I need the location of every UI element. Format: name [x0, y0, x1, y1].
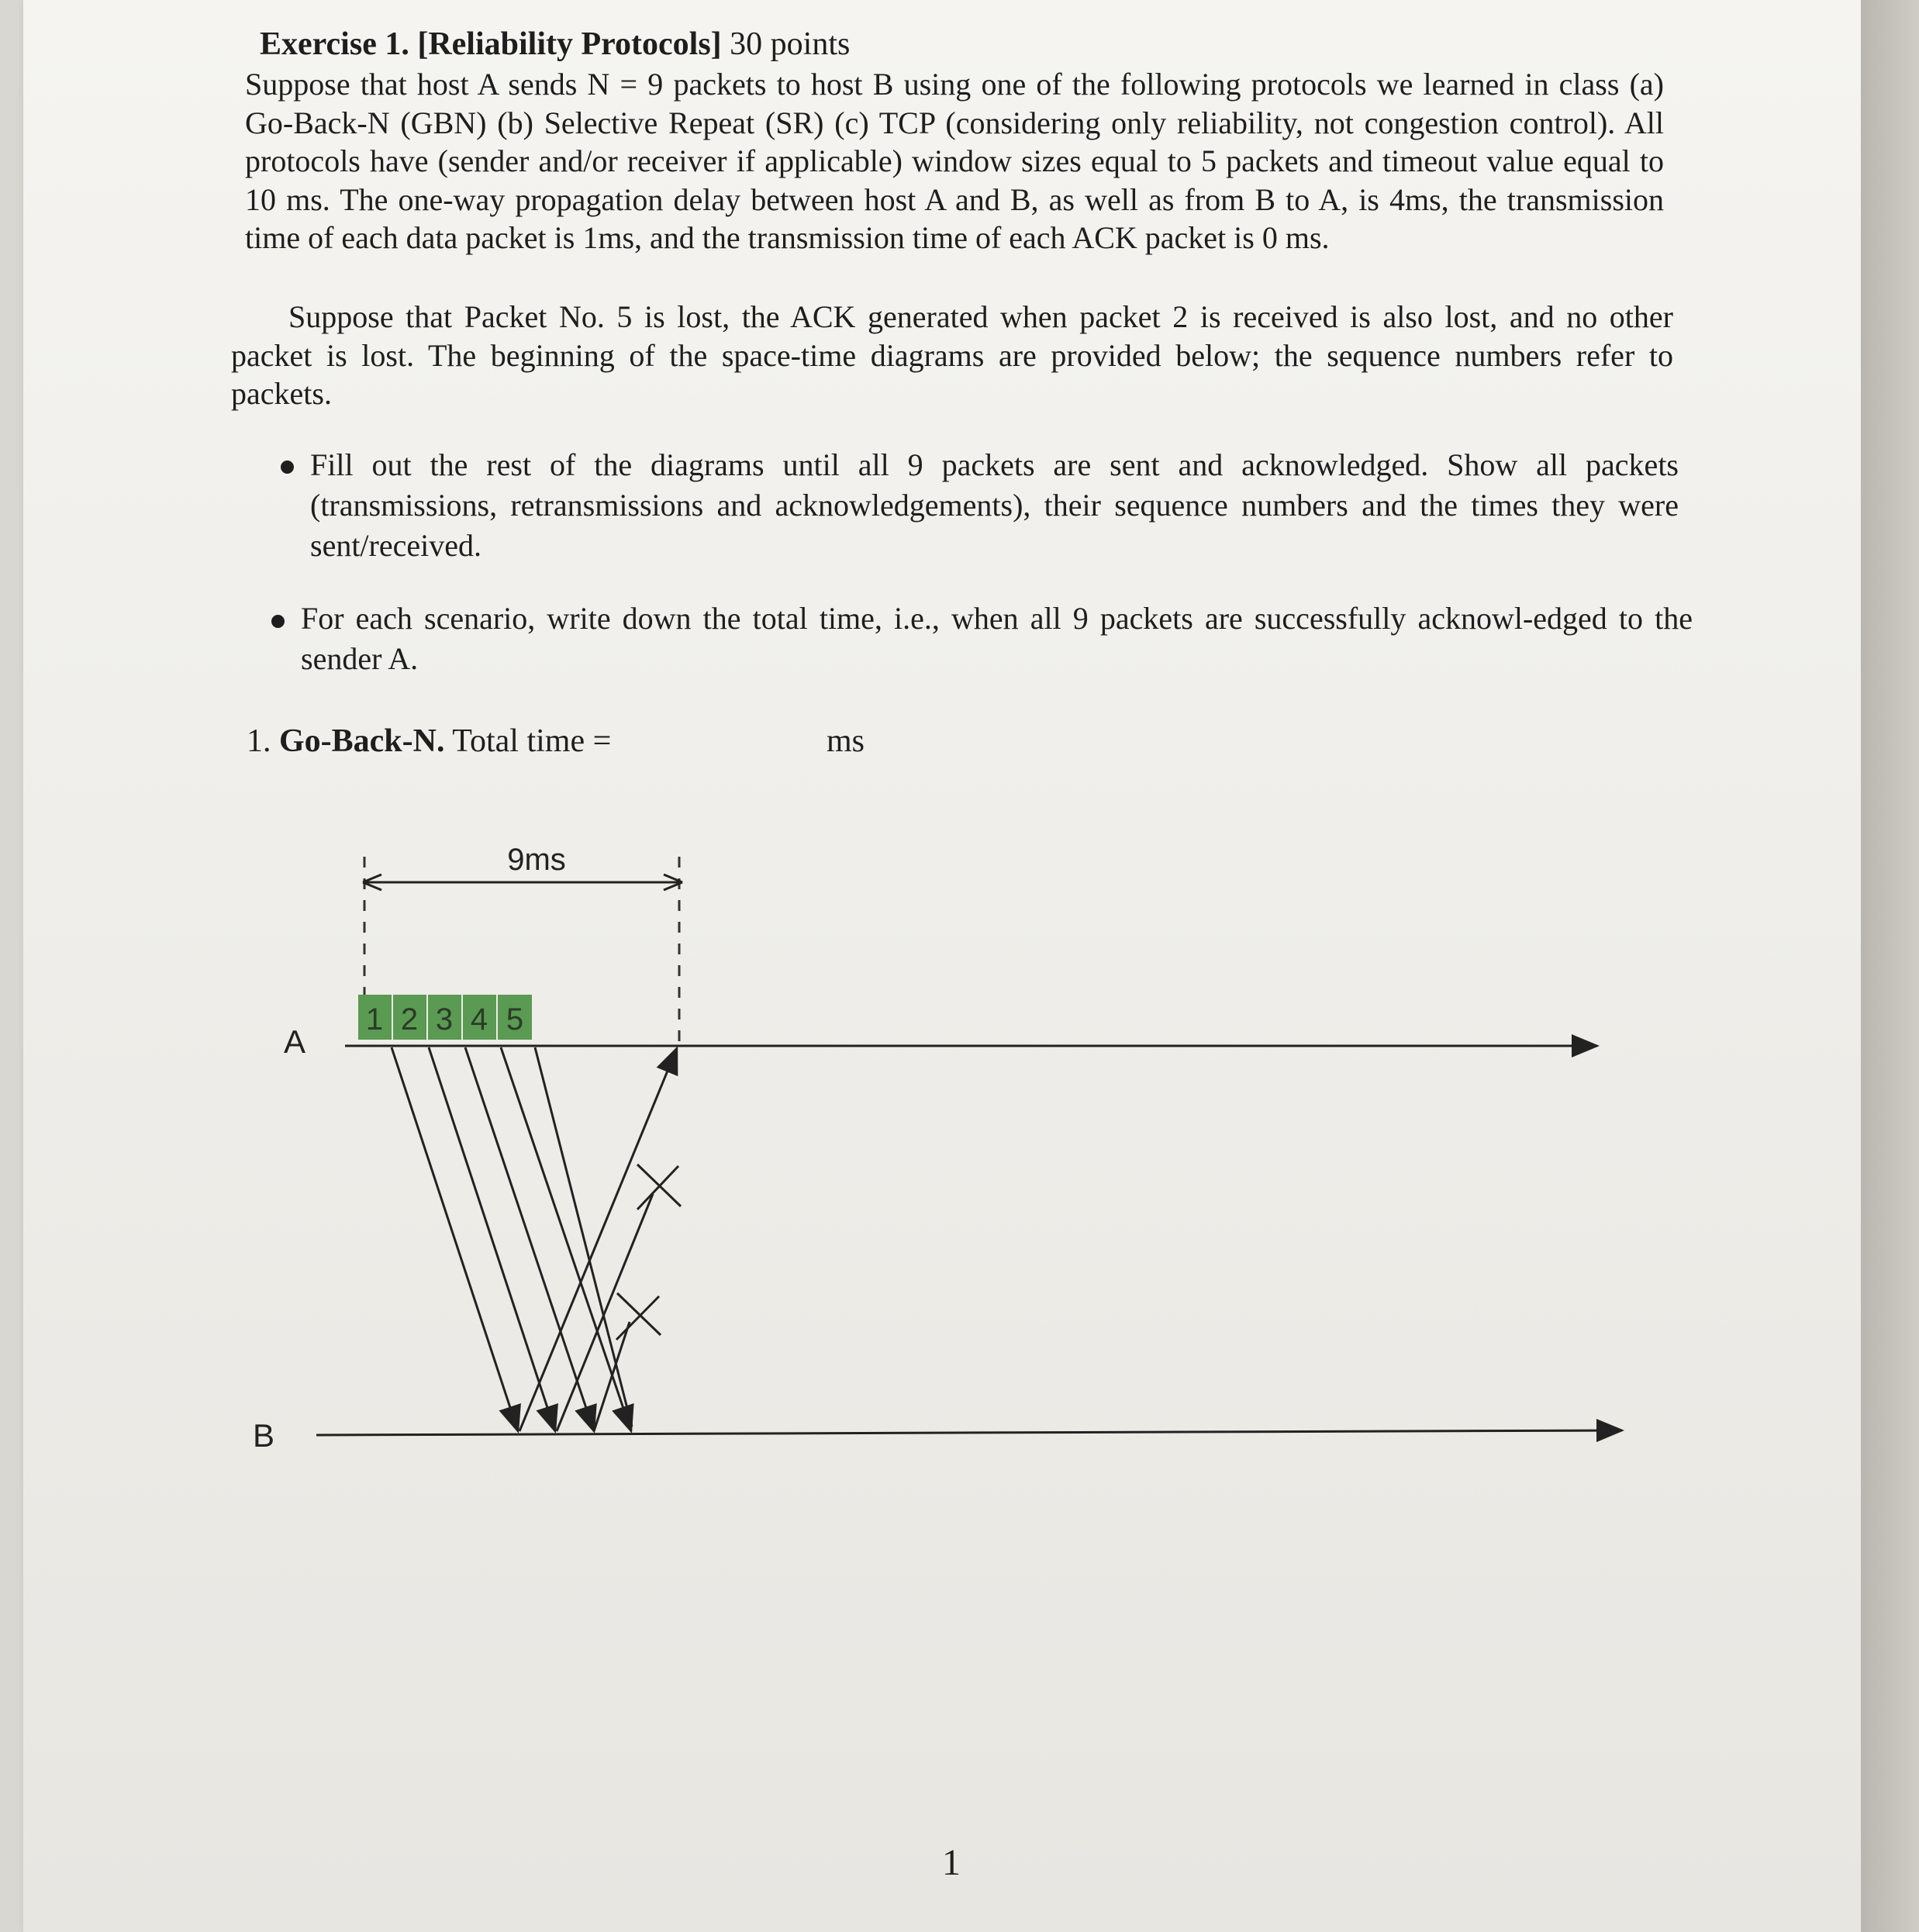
- instruction-bullet-fill-diagram: Fill out the rest of the diagrams until all 9 packets are sent and acknowledged. Show all packets (transmissions, retransmissions and acknowledgements), their sequence numbers and the times they were sent/received.: [310, 447, 1679, 563]
- loss-x-icon: [637, 1164, 681, 1209]
- data-packet-2-line: [429, 1047, 555, 1431]
- loss-scenario: Suppose that Packet No. 5 is lost, the ACK generated when packet 2 is received is also lost, and no other packet is lost. The beginning of the space-time diagrams are provided below; the sequence numbers refer to packets.: [231, 299, 1673, 411]
- packet-label: 3: [435, 1002, 454, 1037]
- host-a-label: A: [283, 1023, 306, 1060]
- problem-description: Suppose that host A sends N = 9 packets to host B using one of the following protocols we learned in class (a) Go-Back-N (GBN) (b) Selective Repeat (SR) (c) TCP (considering only reliability, not congestion control). All protocols have (sender and/or receiver if applicable) window sizes equal to 5 packets and timeout value equal to 10 ms. The one-way propagation delay between host A and B, as well as from B to A, is 4ms, the transmission time of each data packet is 1ms, and the transmission time of each ACK packet is 0 ms.: [245, 67, 1664, 255]
- packet-label: 1: [365, 1002, 384, 1037]
- packet-label: 2: [400, 1002, 419, 1037]
- question-number: 1.: [247, 723, 271, 759]
- instruction-bullet-total-time: For each scenario, write down the total time, i.e., when all 9 packets are successfully acknowl-edged to the sender A.: [301, 601, 1693, 676]
- exercise-points: 30 points: [730, 26, 851, 62]
- data-packet-5-line: [535, 1047, 632, 1427]
- loss-x-icon: [616, 1293, 661, 1340]
- ack-1-line: [519, 1048, 677, 1431]
- question-protocol-name: Go-Back-N.: [279, 723, 445, 759]
- host-b-timeline: [316, 1430, 1622, 1435]
- data-packet-3-line: [465, 1047, 594, 1431]
- exercise-topic: [Reliability Protocols]: [417, 26, 722, 62]
- interval-label: 9ms: [507, 843, 566, 877]
- data-packet-1-line: [392, 1047, 518, 1431]
- exercise-number: Exercise 1.: [260, 26, 409, 62]
- host-b-label: B: [252, 1417, 275, 1454]
- total-time-label: Total time =: [452, 723, 612, 759]
- packet-label: 5: [506, 1002, 524, 1037]
- total-time-unit: ms: [827, 723, 865, 759]
- packet-window: [358, 995, 532, 1040]
- page-number: 1: [942, 1842, 961, 1883]
- packet-label: 4: [470, 1002, 488, 1037]
